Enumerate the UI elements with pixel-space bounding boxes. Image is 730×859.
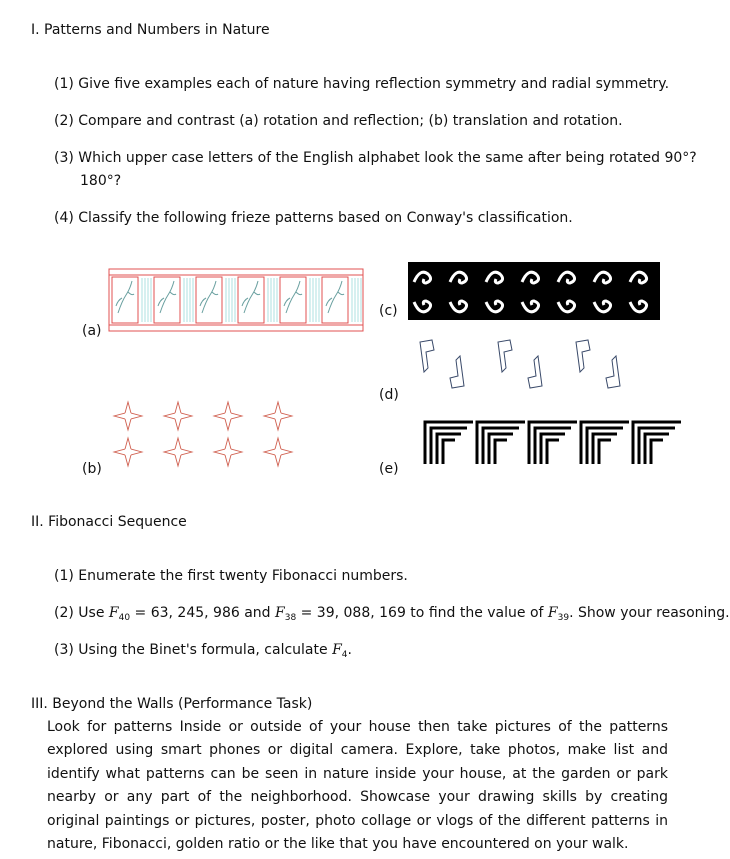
frieze-pattern-c xyxy=(408,262,660,320)
question-2-1: (1) Enumerate the first twenty Fibonacci numbers. xyxy=(54,568,408,584)
figure-label-a: (a) xyxy=(82,323,102,339)
question-1-4: (4) Classify the following frieze patterns based on Conway's classification. xyxy=(54,210,573,226)
frieze-pattern-a xyxy=(108,268,364,332)
section-3-body: Look for patterns Inside or outside of your house then take pictures of the patterns explored using smart phones or digital camera. Explore, take photos, make list and identify what patterns can be seen in nature inside your house, at the garden or park nearby or any part of the neighborhood. Showcase your drawing skills by creating original paintings or pictures, poster, photo collage or vlogs of the different patterns in nature, Fibonacci, golden ratio or the like that you have encountered on your walk. xyxy=(47,719,668,853)
question-1-3: (3) Which upper case letters of the English alphabet look the same after being rotated 90°? xyxy=(54,150,697,166)
frieze-pattern-b xyxy=(113,400,303,472)
question-2-2: (2) Use $F_{40} = 63$, 245, 986 and $F_{38} = 39$, 088, 169 to find the value of $F_{39}$. Show your reasoning. xyxy=(54,605,730,623)
figure-label-e: (e) xyxy=(379,461,399,477)
section-1-title: I. Patterns and Numbers in Nature xyxy=(31,22,270,38)
question-1-3-cont: 180°? xyxy=(80,173,122,189)
frieze-pattern-d xyxy=(414,338,640,388)
figure-label-d: (d) xyxy=(379,387,399,403)
frieze-pattern-e xyxy=(423,418,685,466)
section-3-title: III. Beyond the Walls (Performance Task) xyxy=(31,696,313,712)
figure-label-b: (b) xyxy=(82,461,102,477)
question-1-1: (1) Give five examples each of nature having reflection symmetry and radial symmetry. xyxy=(54,76,670,92)
question-1-2: (2) Compare and contrast (a) rotation and reflection; (b) translation and rotation. xyxy=(54,113,623,129)
figure-label-c: (c) xyxy=(379,303,398,319)
section-2-title: II. Fibonacci Sequence xyxy=(31,514,187,530)
question-2-3: (3) Using the Binet's formula, calculate $F_4$. xyxy=(54,642,352,660)
